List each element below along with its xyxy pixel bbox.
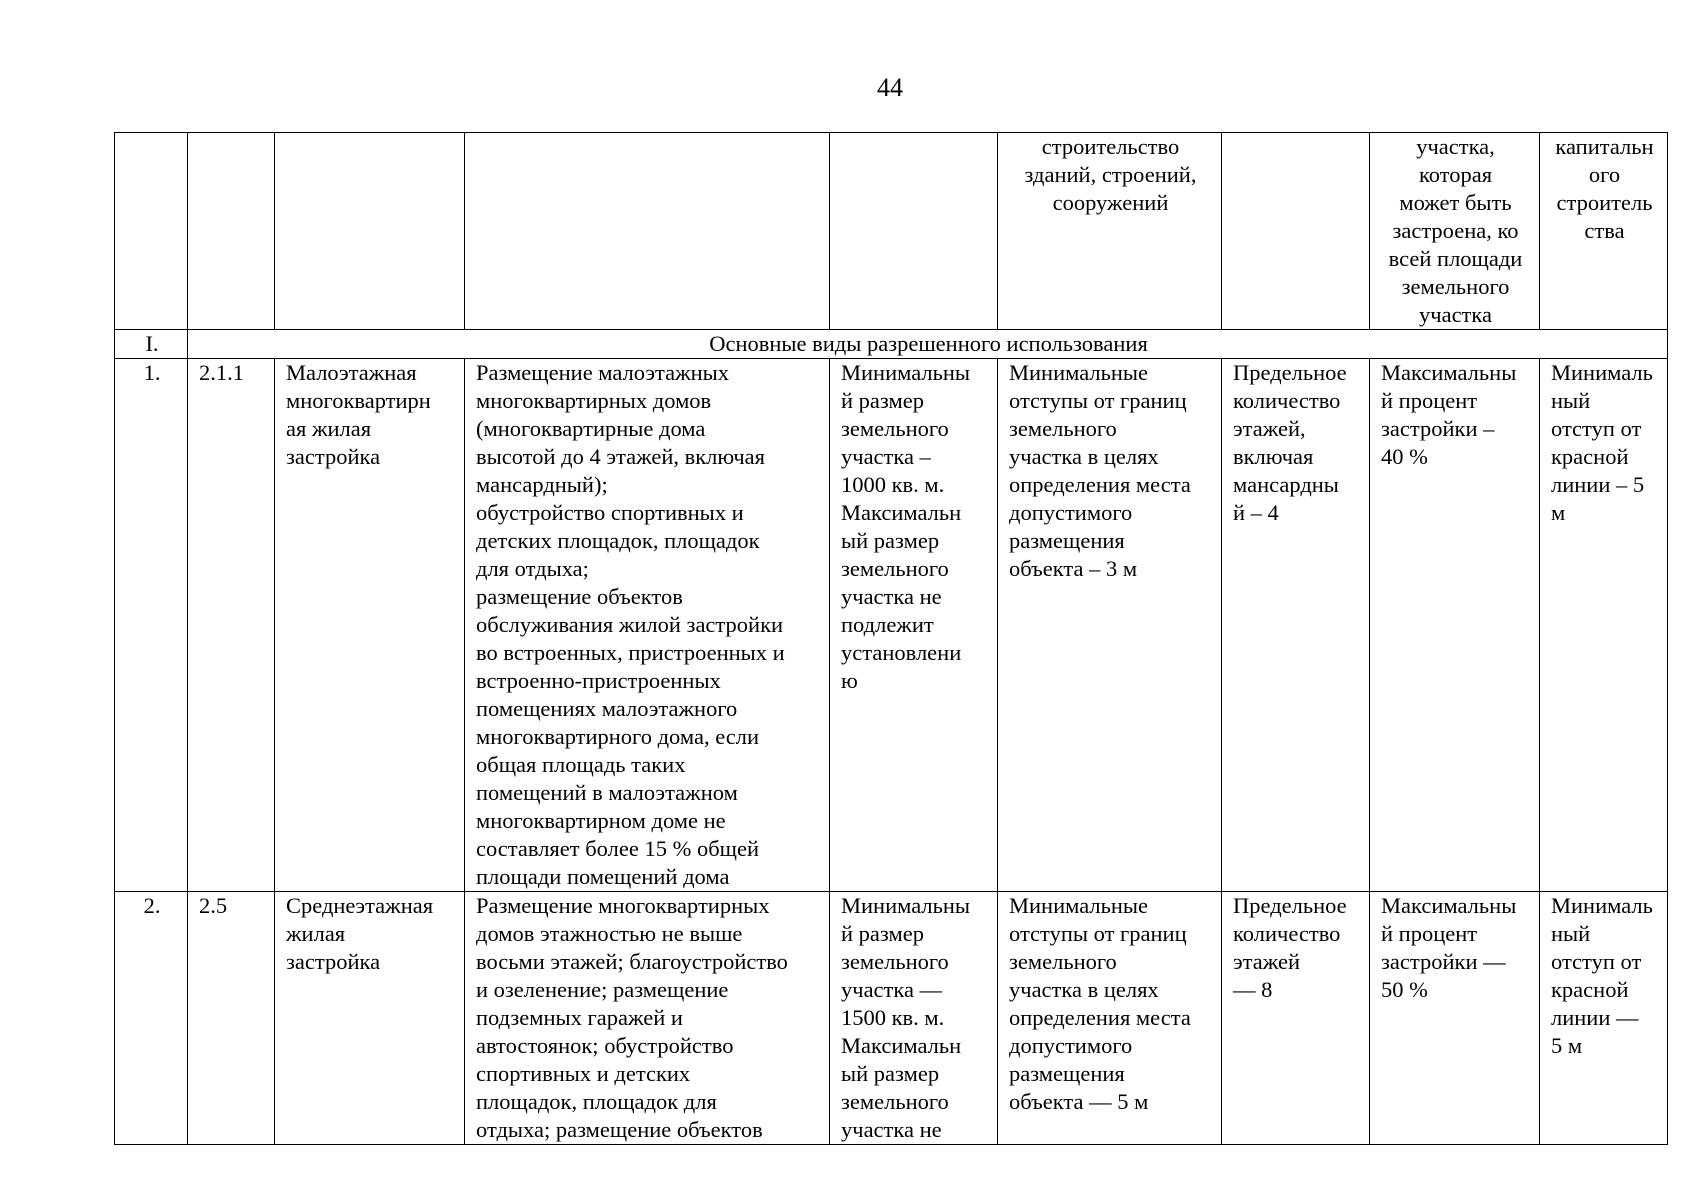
header-cell-capital-construction: капитальн ого строитель ства <box>1540 133 1668 330</box>
row-plot-size: Минимальны й размер земельного участка – 1000 кв. м. Максимальн ый размер земельного участка не подлежит установлени ю <box>830 359 998 892</box>
row-description: Размещение многоквартирных домов этажностью не выше восьми этажей; благоустройство и озеленение; размещение подземных гаражей и автостоянок; обустройство спортивных и детских площадок, площадок для отдыха; размещение объектов <box>465 892 830 1145</box>
row-number: 2. <box>115 892 188 1145</box>
row-floors: Предельное количество этажей, включая мансардны й – 4 <box>1222 359 1370 892</box>
table-header-continuation <box>115 133 1668 330</box>
row-use-name: Среднеэтажная жилая застройка <box>275 892 465 1145</box>
table-row <box>115 359 1668 892</box>
row-number: 1. <box>115 359 188 892</box>
header-cell-empty <box>275 133 465 330</box>
row-floors: Предельное количество этажей — 8 <box>1222 892 1370 1145</box>
row-code: 2.5 <box>188 892 275 1145</box>
row-code: 2.1.1 <box>188 359 275 892</box>
section-number: I. <box>115 330 188 359</box>
row-use-name: Малоэтажная многоквартирн ая жилая застройка <box>275 359 465 892</box>
page-number: 44 <box>877 73 903 102</box>
header-cell-construction: строительство зданий, строений, сооружений <box>998 133 1222 330</box>
header-cell-empty <box>115 133 188 330</box>
regulations-table <box>114 132 1668 1145</box>
row-coverage: Максимальны й процент застройки – 40 % <box>1370 359 1540 892</box>
row-setbacks: Минимальные отступы от границ земельного участка в целях определения места допустимого размещения объекта — 5 м <box>998 892 1222 1145</box>
row-red-line: Минималь ный отступ от красной линии – 5 м <box>1540 359 1668 892</box>
row-plot-size: Минимальны й размер земельного участка — 1500 кв. м. Максимальн ый размер земельного участка не <box>830 892 998 1145</box>
row-setbacks: Минимальные отступы от границ земельного участка в целях определения места допустимого размещения объекта – 3 м <box>998 359 1222 892</box>
row-description: Размещение малоэтажных многоквартирных домов (многоквартирные дома высотой до 4 этажей, включая мансардный); обустройство спортивных и детских площадок, площадок для отдыха; размещение объектов обслуживания жилой застройки во встроенных, пристроенных и встроенно-пристроенных помещениях малоэтажного многоквартирного дома, если общая площадь таких помещений в малоэтажном многоквартирном доме не составляет более 15 % общей площади помещений дома <box>465 359 830 892</box>
header-cell-plot-area: участка, которая может быть застроена, ко всей площади земельного участка <box>1370 133 1540 330</box>
section-title: Основные виды разрешенного использования <box>188 330 1668 359</box>
header-cell-empty <box>830 133 998 330</box>
header-cell-empty <box>1222 133 1370 330</box>
header-cell-empty <box>188 133 275 330</box>
row-coverage: Максимальны й процент застройки — 50 % <box>1370 892 1540 1145</box>
table-row <box>115 892 1668 1145</box>
section-row <box>115 330 1668 359</box>
row-red-line: Минималь ный отступ от красной линии — 5 м <box>1540 892 1668 1145</box>
header-cell-empty <box>465 133 830 330</box>
